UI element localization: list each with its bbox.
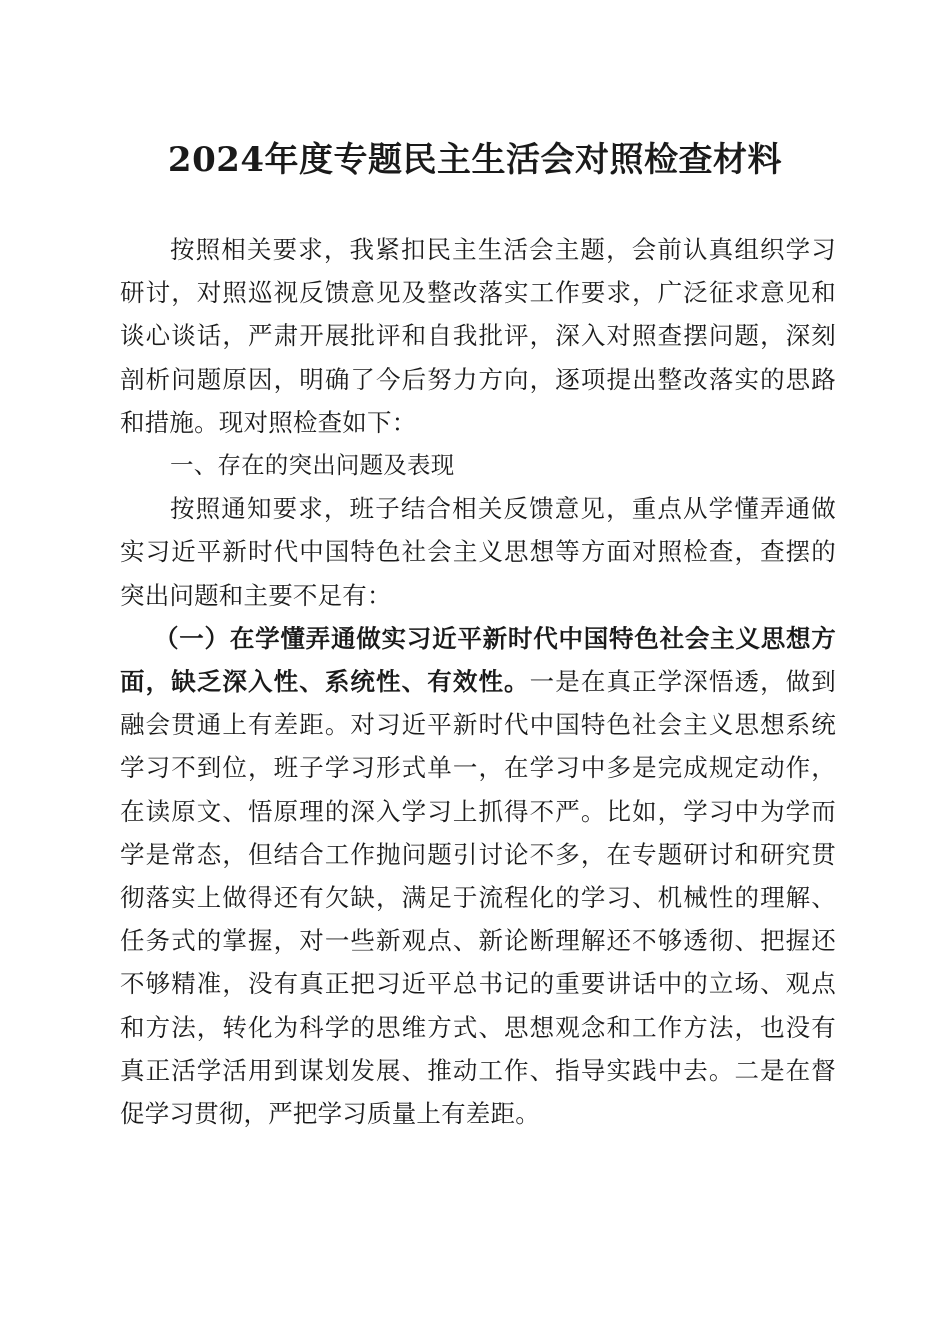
intro-paragraph: 按照相关要求，我紧扣民主生活会主题，会前认真组织学习研讨，对照巡视反馈意见及整改落实工作要求，广泛征求意见和谈心谈话，严肃开展批评和自我批评，深入对照查摆问题，深刻剖析问题原因，明确了今后努力方向，逐项提出整改落实的思路和措施。现对照检查如下： bbox=[120, 235, 836, 437]
document-body bbox=[120, 228, 836, 1135]
section-heading: 一、存在的突出问题及表现 bbox=[170, 451, 455, 480]
item-body: 一是在真正学深悟透，做到融会贯通上有差距。对习近平新时代中国特色社会主义思想系统学习不到位，班子学习形式单一，在学习中多是完成规定动作，在读原文、悟原理的深入学习上抓得不严。比如，学习中为学而学是常态，但结合工作抛问题引讨论不多，在专题研讨和研究贯彻落实上做得还有欠缺，满足于流程化的学习、机械性的理解、任务式的掌握，对一些新观点、新论断理解还不够透彻、把握还不够精准，没有真正把习近平总书记的重要讲话中的立场、观点和方法，转化为科学的思维方式、思想观念和工作方法，也没有真正活学活用到谋划发展、推动工作、指导实践中去。二是在督促学习贯彻，严把学习质量上有差距。 bbox=[120, 667, 836, 1129]
document-title: 2024年度专题民主生活会对照检查材料 bbox=[167, 140, 783, 180]
section-intro-paragraph: 按照通知要求，班子结合相关反馈意见，重点从学懂弄通做实习近平新时代中国特色社会主义思想等方面对照检查，查摆的突出问题和主要不足有： bbox=[120, 494, 836, 610]
item-lead: （一）在学懂弄通做实习近平新时代中国特色社会主义思想方面，缺乏深入性、系统性、有效性。 bbox=[120, 623, 836, 697]
item-paragraph bbox=[120, 617, 836, 1135]
